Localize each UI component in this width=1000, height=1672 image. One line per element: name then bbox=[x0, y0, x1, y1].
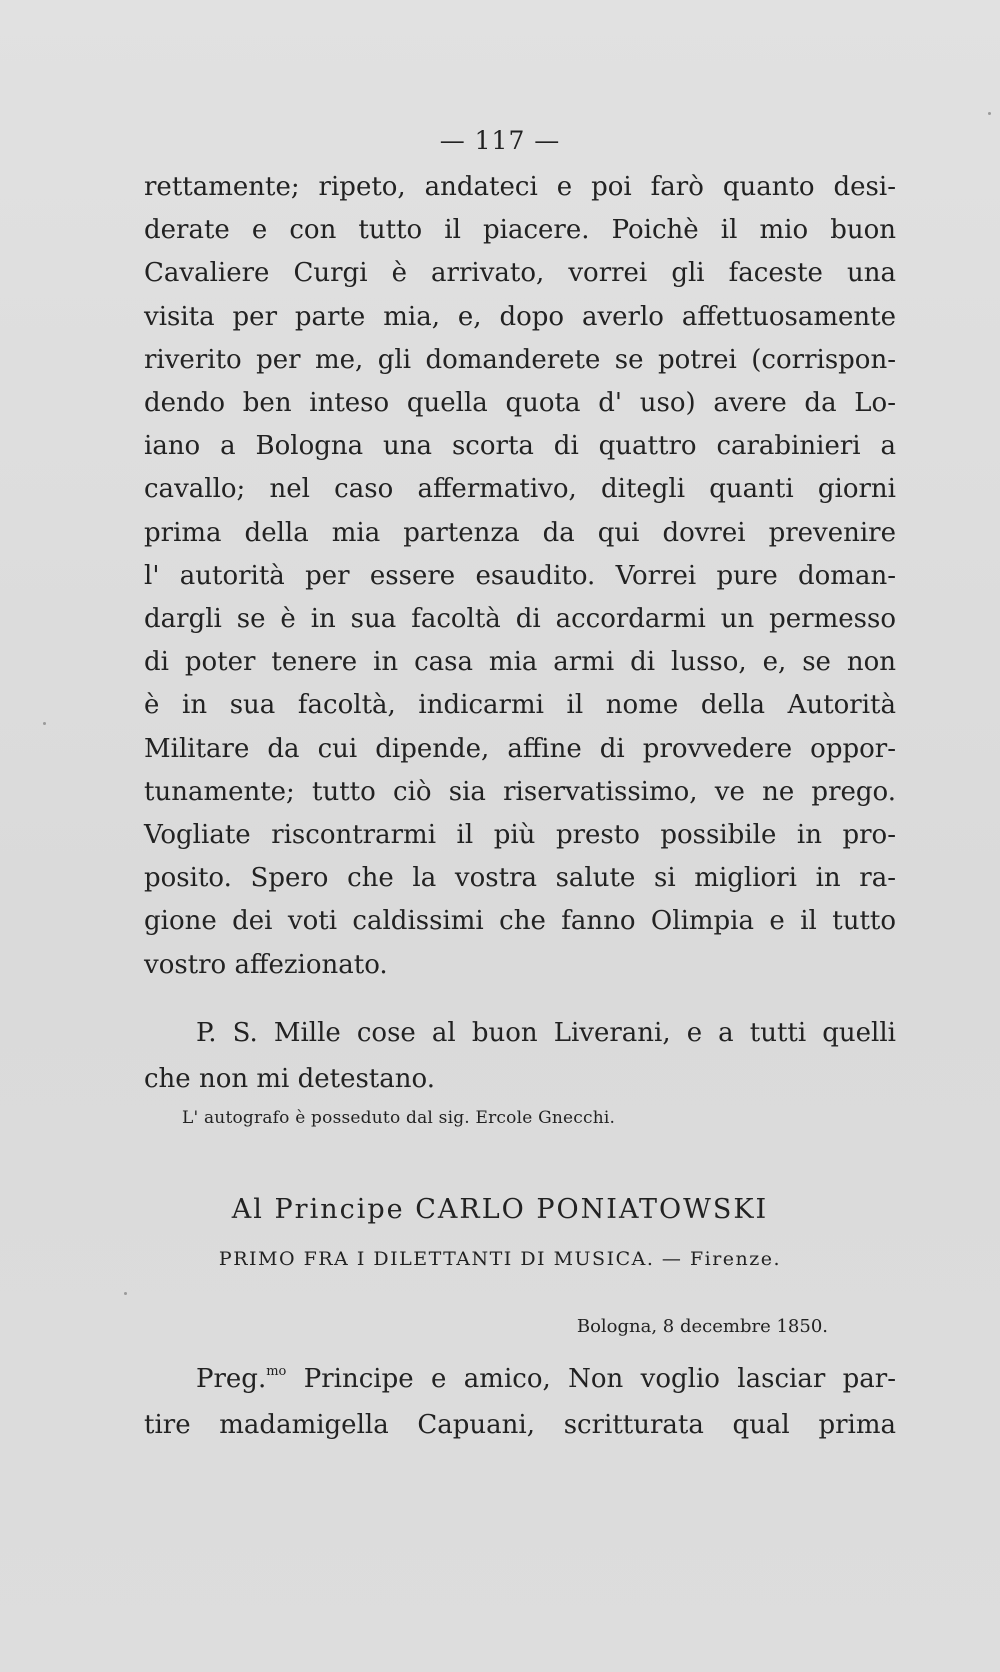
text-line: dendo ben inteso quella quota d' uso) avere da Lo- bbox=[144, 388, 896, 419]
text-line: visita per parte mia, e, dopo averlo affettuosamente bbox=[144, 301, 896, 332]
salutation-rest: Principe e amico, Non voglio lasciar par- bbox=[286, 1364, 896, 1394]
text-line: l' autorità per essere esaudito. Vorrei pure doman- bbox=[144, 560, 896, 591]
text-line: dargli se è in sua facoltà di accordarmi un permesso bbox=[144, 604, 896, 635]
text-line: riverito per me, gli domanderete se potrei (corrispon- bbox=[144, 344, 896, 375]
letter-recipient-subtitle: PRIMO FRA I DILETTANTI DI MUSICA. — Firenze. bbox=[218, 1248, 782, 1270]
postscript-line: che non mi detestano. bbox=[144, 1064, 435, 1094]
text-line: iano a Bologna una scorta di quattro carabinieri a bbox=[144, 431, 896, 462]
text-line: derate e con tutto il piacere. Poichè il mio buon bbox=[144, 215, 896, 246]
text-line: di poter tenere in casa mia armi di lusso, e, se non bbox=[144, 647, 896, 678]
text-line: tunamente; tutto ciò sia riservatissimo, ve ne prego. bbox=[144, 776, 896, 807]
page-number: — 117 — bbox=[439, 126, 561, 155]
text-line: prima della mia partenza da qui dovrei prevenire bbox=[144, 517, 896, 548]
text-line: cavallo; nel caso affermativo, ditegli quanti giorni bbox=[144, 474, 896, 505]
salutation-superscript: mo bbox=[266, 1364, 287, 1379]
text-line: rettamente; ripeto, andateci e poi farò quanto desi- bbox=[144, 172, 896, 202]
letter-dateline: Bologna, 8 decembre 1850. bbox=[576, 1316, 828, 1337]
text-line: Vogliate riscontrarmi il più presto possibile in pro- bbox=[144, 820, 896, 851]
salutation: Preg. bbox=[196, 1364, 267, 1394]
text-line: vostro affezionato. bbox=[144, 949, 388, 980]
autograph-note: L' autografo è posseduto dal sig. Ercole Gnecchi. bbox=[182, 1108, 616, 1128]
text-line bbox=[144, 1356, 896, 1402]
text-line: Militare da cui dipende, affine di provvedere oppor- bbox=[144, 733, 896, 764]
paper-speck bbox=[43, 722, 46, 725]
text-line: è in sua facoltà, indicarmi il nome della Autorità bbox=[144, 690, 896, 721]
text-line: posito. Spero che la vostra salute si migliori in ra- bbox=[144, 863, 896, 894]
letter-body-continued bbox=[144, 166, 896, 987]
paper-speck bbox=[124, 1292, 127, 1295]
text-line: Cavaliere Curgi è arrivato, vorrei gli faceste una bbox=[144, 258, 896, 289]
letter-recipient-heading: Al Principe CARLO PONIATOWSKI bbox=[231, 1194, 769, 1225]
paper-speck bbox=[988, 112, 991, 115]
text-line: tire madamigella Capuani, scritturata qual prima bbox=[144, 1410, 896, 1440]
new-letter-body bbox=[144, 1356, 896, 1448]
text-line: gione dei voti caldissimi che fanno Olimpia e il tutto bbox=[144, 906, 896, 937]
postscript-line: P. S. Mille cose al buon Liverani, e a tutti quelli bbox=[196, 1018, 896, 1048]
postscript bbox=[144, 1010, 896, 1102]
